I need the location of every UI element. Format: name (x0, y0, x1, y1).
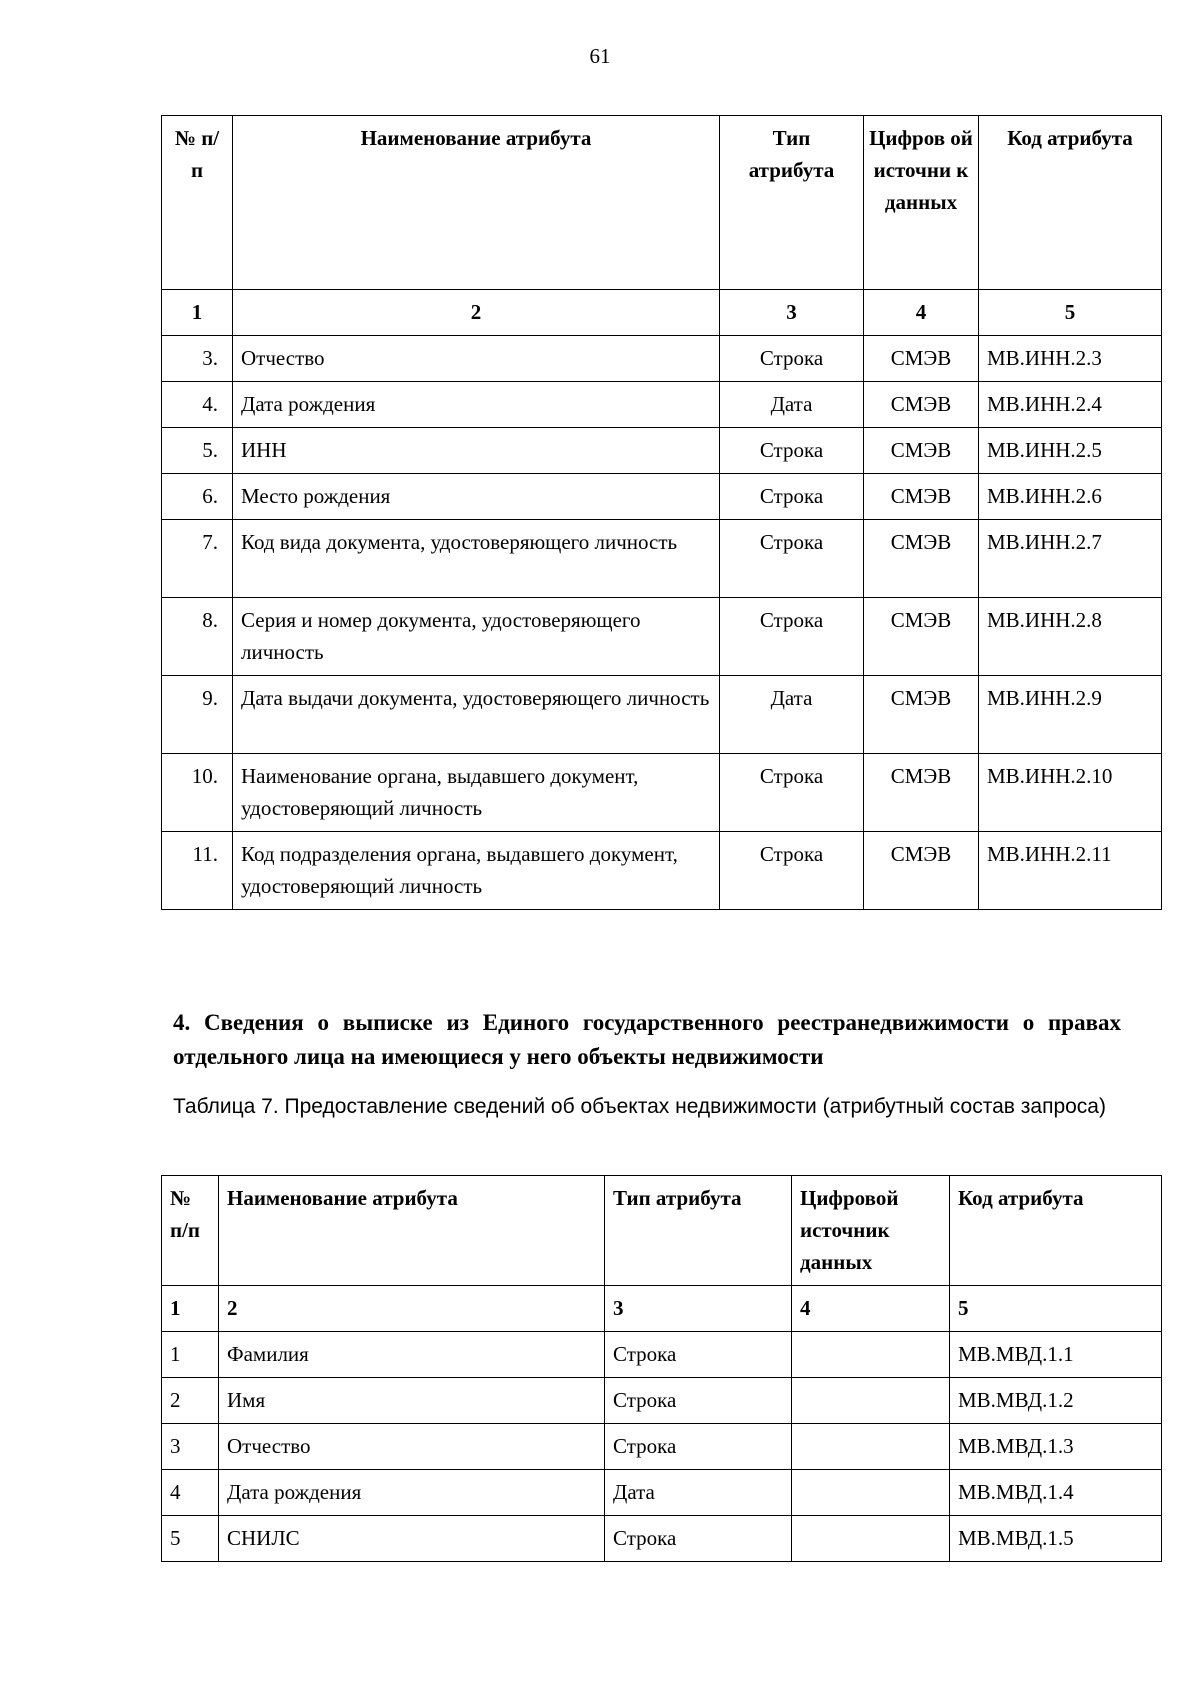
row-number: 6. (162, 474, 233, 520)
attribute-name: Серия и номер документа, удостоверяющего личность (233, 598, 720, 676)
column-number: 2 (219, 1286, 605, 1332)
attribute-code: МВ.ИНН.2.9 (979, 676, 1162, 754)
column-number: 3 (605, 1286, 792, 1332)
table-row (162, 1378, 1162, 1424)
data-source: СМЭВ (864, 474, 979, 520)
attribute-type: Строка (720, 428, 864, 474)
row-number: 7. (162, 520, 233, 598)
row-number: 2 (162, 1378, 219, 1424)
table-row (162, 676, 1162, 754)
attribute-code: МВ.ИНН.2.3 (979, 336, 1162, 382)
column-number: 1 (162, 1286, 219, 1332)
attribute-code: МВ.ИНН.2.11 (979, 832, 1162, 910)
header-number: № п/п (162, 1176, 219, 1286)
attribute-code: МВ.МВД.1.2 (950, 1378, 1162, 1424)
table-row (162, 832, 1162, 910)
attribute-name: Наименование органа, выдавшего документ, удостоверяющий личность (233, 754, 720, 832)
column-number: 3 (720, 290, 864, 336)
attribute-name: Имя (219, 1378, 605, 1424)
attribute-type: Строка (720, 598, 864, 676)
header-attribute-type: Тип атрибута (720, 116, 864, 290)
table-row (162, 598, 1162, 676)
attribute-type: Строка (605, 1378, 792, 1424)
attribute-name: Фамилия (219, 1332, 605, 1378)
attribute-name: Дата рождения (219, 1470, 605, 1516)
header-attribute-name: Наименование атрибута (219, 1176, 605, 1286)
attribute-type: Строка (720, 832, 864, 910)
attribute-name: Дата рождения (233, 382, 720, 428)
row-number: 3. (162, 336, 233, 382)
column-number-row (162, 290, 1162, 336)
data-source (792, 1378, 950, 1424)
column-number: 5 (950, 1286, 1162, 1332)
attribute-type: Дата (720, 676, 864, 754)
header-data-source: Цифровой источник данных (792, 1176, 950, 1286)
data-source: СМЭВ (864, 754, 979, 832)
data-source (792, 1470, 950, 1516)
attribute-code: МВ.ИНН.2.5 (979, 428, 1162, 474)
attribute-name: Отчество (219, 1424, 605, 1470)
table-row (162, 382, 1162, 428)
attribute-type: Строка (720, 520, 864, 598)
table-header-row (162, 116, 1162, 290)
column-number: 2 (233, 290, 720, 336)
attribute-code: МВ.ИНН.2.4 (979, 382, 1162, 428)
table-row (162, 1424, 1162, 1470)
data-source: СМЭВ (864, 382, 979, 428)
data-source: СМЭВ (864, 598, 979, 676)
row-number: 1 (162, 1332, 219, 1378)
table-row (162, 428, 1162, 474)
attribute-code: МВ.ИНН.2.7 (979, 520, 1162, 598)
attribute-type: Строка (605, 1332, 792, 1378)
header-attribute-name: Наименование атрибута (233, 116, 720, 290)
attribute-code: МВ.МВД.1.1 (950, 1332, 1162, 1378)
attribute-code: МВ.ИНН.2.6 (979, 474, 1162, 520)
row-number: 9. (162, 676, 233, 754)
table-row (162, 754, 1162, 832)
attributes-table-realty (161, 1175, 1162, 1562)
data-source: СМЭВ (864, 336, 979, 382)
column-number-row (162, 1286, 1162, 1332)
attribute-name: Дата выдачи документа, удостоверяющего личность (233, 676, 720, 754)
attribute-name: СНИЛС (219, 1516, 605, 1562)
attribute-name: ИНН (233, 428, 720, 474)
attributes-table-inn (161, 115, 1162, 910)
data-source (792, 1424, 950, 1470)
header-attribute-code: Код атрибута (950, 1176, 1162, 1286)
row-number: 11. (162, 832, 233, 910)
column-number: 5 (979, 290, 1162, 336)
header-attribute-type: Тип атрибута (605, 1176, 792, 1286)
data-source: СМЭВ (864, 520, 979, 598)
table-row (162, 1516, 1162, 1562)
attribute-type: Строка (720, 474, 864, 520)
table-header-row (162, 1176, 1162, 1286)
header-number: № п/п (162, 116, 233, 290)
attribute-name: Код вида документа, удостоверяющего личность (233, 520, 720, 598)
page-number: 61 (589, 44, 611, 68)
column-number: 4 (864, 290, 979, 336)
attribute-code: МВ.МВД.1.3 (950, 1424, 1162, 1470)
row-number: 10. (162, 754, 233, 832)
row-number: 4. (162, 382, 233, 428)
column-number: 1 (162, 290, 233, 336)
row-number: 8. (162, 598, 233, 676)
attribute-type: Строка (605, 1516, 792, 1562)
column-number: 4 (792, 1286, 950, 1332)
table-row (162, 1332, 1162, 1378)
attribute-code: МВ.МВД.1.5 (950, 1516, 1162, 1562)
attribute-type: Строка (720, 336, 864, 382)
attribute-type: Дата (720, 382, 864, 428)
table-row (162, 1470, 1162, 1516)
table-row (162, 474, 1162, 520)
row-number: 4 (162, 1470, 219, 1516)
row-number: 3 (162, 1424, 219, 1470)
data-source (792, 1516, 950, 1562)
attribute-name: Код подразделения органа, выдавшего документ, удостоверяющий личность (233, 832, 720, 910)
header-attribute-code: Код атрибута (979, 116, 1162, 290)
data-source (792, 1332, 950, 1378)
attribute-name: Место рождения (233, 474, 720, 520)
data-source: СМЭВ (864, 676, 979, 754)
attribute-name: Отчество (233, 336, 720, 382)
attribute-code: МВ.ИНН.2.10 (979, 754, 1162, 832)
data-source: СМЭВ (864, 428, 979, 474)
attribute-code: МВ.МВД.1.4 (950, 1470, 1162, 1516)
attribute-type: Строка (605, 1424, 792, 1470)
attribute-type: Строка (720, 754, 864, 832)
row-number: 5 (162, 1516, 219, 1562)
table-row (162, 336, 1162, 382)
row-number: 5. (162, 428, 233, 474)
attribute-type: Дата (605, 1470, 792, 1516)
section-heading: 4. Сведения о выписке из Единого государственного реестранедвижимости о правах отдельного лица на имеющиеся у него объекты недвижимости (173, 1010, 1121, 1069)
table-row (162, 520, 1162, 598)
header-data-source: Цифров ой источни к данных (864, 116, 979, 290)
attribute-code: МВ.ИНН.2.8 (979, 598, 1162, 676)
data-source: СМЭВ (864, 832, 979, 910)
table-caption: Таблица 7. Предоставление сведений об объектах недвижимости (атрибутный состав запроса) (173, 1095, 1106, 1118)
